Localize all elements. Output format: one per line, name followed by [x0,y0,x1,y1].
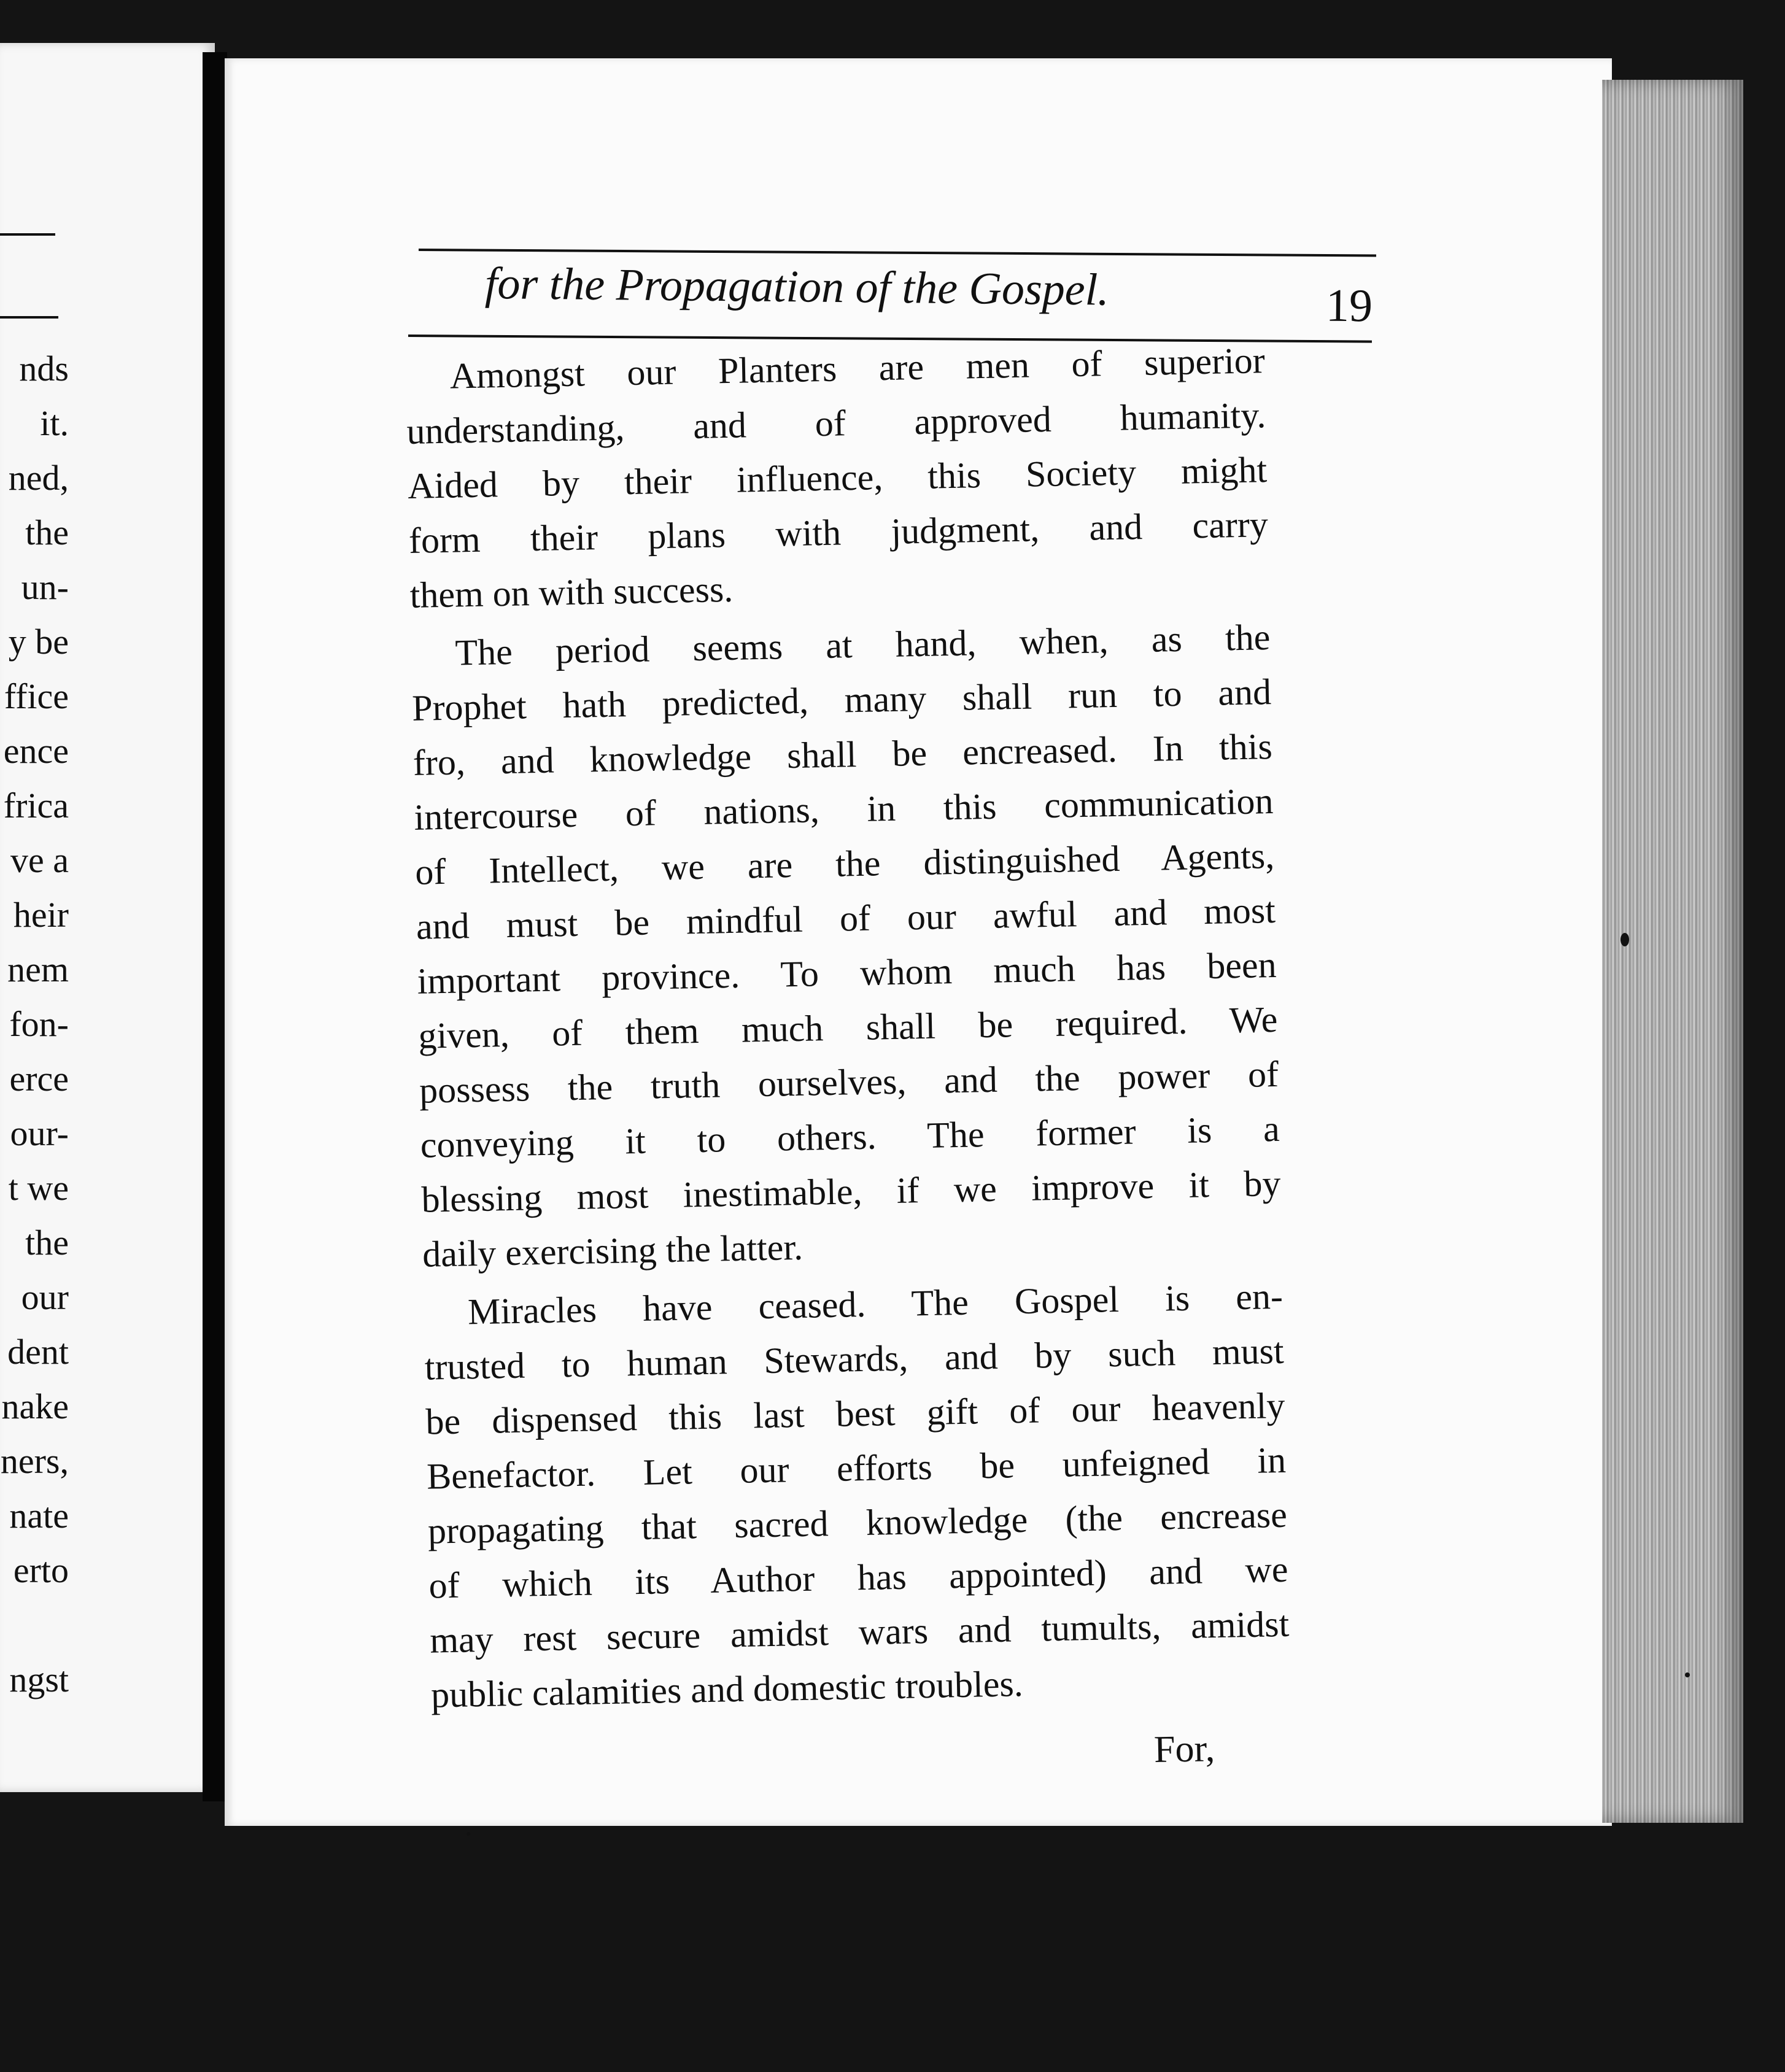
text-line: of Intellect, we are the distinguished Agents, [414,835,1275,892]
left-fragment: ned, [8,458,69,498]
text-line: conveying it to others. The former is a [420,1108,1280,1166]
catchword: For, [1153,1728,1215,1771]
left-fragment: dent [7,1332,69,1372]
running-head: for the Propagation of the Gospel. [484,258,1110,315]
text-line: fro, and knowledge shall be encreased. In this [412,726,1273,783]
left-fragment: erto [13,1550,69,1590]
text-line: be dispensed this last best gift of our heavenly [425,1385,1285,1442]
left-fragment: ve a [10,840,69,880]
page-number: 19 [1325,279,1373,332]
scan-speck [467,1832,470,1836]
left-fragment: the [25,512,69,552]
text-line: form their plans with judgment, and carry [408,504,1269,561]
text-line: Miracles have ceased. The Gospel is en- [467,1275,1284,1332]
text-line: trusted to human Stewards, and by such must [424,1330,1285,1388]
paragraph [405,333,1269,623]
left-page-text-fragments [0,341,69,1707]
left-fragment: nate [9,1496,69,1536]
paragraph [423,1269,1290,1723]
left-page [0,43,215,1792]
text-line: Benefactor. Let our efforts be unfeigned in [426,1439,1287,1497]
left-fragment: nake [1,1386,69,1426]
paragraph [411,610,1282,1282]
left-page-rule [0,233,55,236]
text-line: and must be mindful of our awful and most [416,889,1276,947]
left-fragment: our [21,1277,69,1317]
scan-speck [1685,1672,1690,1677]
text-line: public calamities and domestic troubles. [430,1663,1024,1715]
book-gutter [203,52,227,1801]
text-line: them on with success. [409,568,734,616]
text-line: intercourse of nations, in this communication [413,780,1274,838]
text-line: The period seems at hand, when, as the [454,617,1271,673]
left-fragment: nem [7,949,69,989]
text-line: Aided by their influence, this Society might [407,449,1268,506]
text-line: propagating that sacred knowledge (the encrease [427,1494,1288,1552]
left-fragment: erce [9,1059,69,1099]
text-line: given, of them much shall be required. We [417,999,1278,1056]
left-fragment: y be [8,622,69,662]
text-line: Prophet hath predicted, many shall run to and [411,671,1272,729]
left-fragment: ffice [4,676,69,716]
left-fragment: un- [21,567,69,607]
left-fragment: fon- [9,1004,69,1044]
left-fragment: it. [40,403,69,443]
scan-speck [1620,933,1629,946]
text-line: possess the truth ourselves, and the power of [419,1053,1279,1111]
page-edges [1602,80,1743,1823]
left-fragment: t we [8,1168,69,1208]
left-fragment: frica [3,786,69,825]
text-line: understanding, and of approved humanity. [406,395,1266,452]
text-line: blessing most inestimable, if we improve it by [420,1162,1281,1220]
text-line: may rest secure amidst wars and tumults, amidst [429,1603,1290,1661]
text-line: of which its Author has appointed) and we [428,1548,1289,1606]
left-fragment: the [25,1223,69,1262]
left-fragment: heir [13,895,69,935]
left-fragment: ners, [0,1441,69,1481]
left-fragment: ence [3,731,69,771]
left-fragment: nds [19,349,69,388]
left-page-rule [0,316,58,319]
text-line: important province. To whom much has been [417,944,1277,1002]
text-line: daily exercising the latter. [422,1226,803,1275]
left-fragment: ngst [9,1660,69,1699]
left-fragment: our- [10,1113,69,1153]
body-text [405,333,1291,1726]
left-fragment [0,1598,69,1652]
text-line: Amongst our Planters are men of superior [449,340,1266,396]
